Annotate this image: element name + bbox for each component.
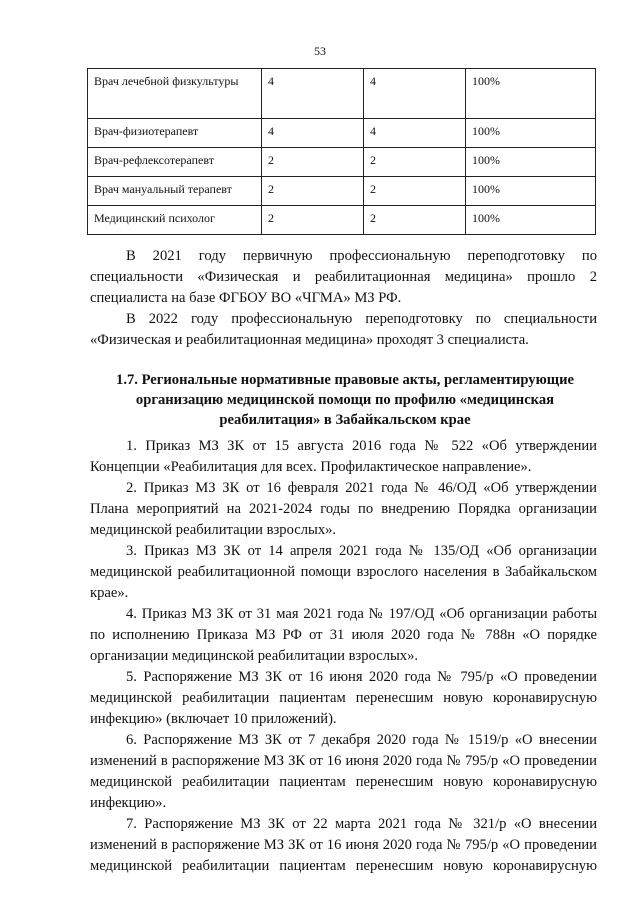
table-row xyxy=(88,69,596,119)
table-cell-percent: 100% xyxy=(466,119,596,148)
table-cell-value: 2 xyxy=(262,148,364,177)
list-item: 7. Распоряжение МЗ ЗК от 22 марта 2021 года № 321/р «О внесении изменений в распоряжение МЗ ЗК от 16 июня 2020 года № 795/р «О проведении медицинской реабилитации пациентам перенесшим новую коронавирусную xyxy=(90,816,597,874)
table-row xyxy=(88,119,596,148)
page-number: 53 xyxy=(314,44,326,58)
legal-acts-list xyxy=(90,436,597,877)
table-cell-position: Врач лечебной физкультуры xyxy=(88,69,262,119)
table-cell-percent: 100% xyxy=(466,148,596,177)
list-item: 6. Распоряжение МЗ ЗК от 7 декабря 2020 года № 1519/р «О внесении изменений в распоряжение МЗ ЗК от 16 июня 2020 года № 795/р «О проведении медицинской реабилитации пациентам перенесшим новую коронавирусную инфекцию». xyxy=(90,732,597,811)
table-row xyxy=(88,206,596,235)
table-cell-value: 4 xyxy=(364,119,466,148)
staffing-table xyxy=(87,68,596,235)
list-item: 1. Приказ МЗ ЗК от 15 августа 2016 года № 522 «Об утверждении Концепции «Реабилитация для всех. Профилактическое направление». xyxy=(90,438,597,475)
table-cell-position: Врач-физиотерапевт xyxy=(88,119,262,148)
table-cell-value: 4 xyxy=(364,69,466,119)
table-cell-position: Врач-рефлексотерапевт xyxy=(88,148,262,177)
table-cell-value: 2 xyxy=(262,206,364,235)
paragraph: В 2021 году первичную профессиональную переподготовку по специальности «Физическая и реабилитационная медицина» прошло 2 специалиста на базе ФГБОУ ВО «ЧГМА» МЗ РФ. xyxy=(90,248,597,306)
section-heading: 1.7. Региональные нормативные правовые акты, регламентирующие организацию медицинской помощи по профилю «медицинская реабилитация» в Забайкальском крае xyxy=(116,372,574,428)
list-item: 4. Приказ МЗ ЗК от 31 мая 2021 года № 197/ОД «Об организации работы по исполнению Приказа МЗ РФ от 31 июля 2020 года № 788н «О порядке организации медицинской реабилитации взрослых». xyxy=(90,606,597,664)
table-cell-percent: 100% xyxy=(466,206,596,235)
table-cell-value: 2 xyxy=(262,177,364,206)
table-cell-value: 2 xyxy=(364,177,466,206)
table-cell-position: Медицинский психолог xyxy=(88,206,262,235)
table-cell-value: 4 xyxy=(262,69,364,119)
list-item: 5. Распоряжение МЗ ЗК от 16 июня 2020 года № 795/р «О проведении медицинской реабилитации пациентам перенесшим новую коронавирусную инфекцию» (включает 10 приложений). xyxy=(90,669,597,727)
paragraph: В 2022 году профессиональную переподготовку по специальности «Физическая и реабилитационная медицина» проходят 3 специалиста. xyxy=(90,311,597,348)
list-item: 3. Приказ МЗ ЗК от 14 апреля 2021 года № 135/ОД «Об организации медицинской реабилитационной помощи взрослого населения в Забайкальском крае». xyxy=(90,543,597,601)
table-row xyxy=(88,148,596,177)
table-row xyxy=(88,177,596,206)
table-cell-percent: 100% xyxy=(466,177,596,206)
table-cell-value: 4 xyxy=(262,119,364,148)
list-item: 2. Приказ МЗ ЗК от 16 февраля 2021 года № 46/ОД «Об утверждении Плана мероприятий на 2021-2024 годы по внедрению Порядка организации медицинской реабилитации взрослых». xyxy=(90,480,597,538)
table-cell-position: Врач мануальный терапевт xyxy=(88,177,262,206)
intro-text xyxy=(90,246,597,351)
table-cell-value: 2 xyxy=(364,206,466,235)
table-cell-percent: 100% xyxy=(466,69,596,119)
table-cell-value: 2 xyxy=(364,148,466,177)
